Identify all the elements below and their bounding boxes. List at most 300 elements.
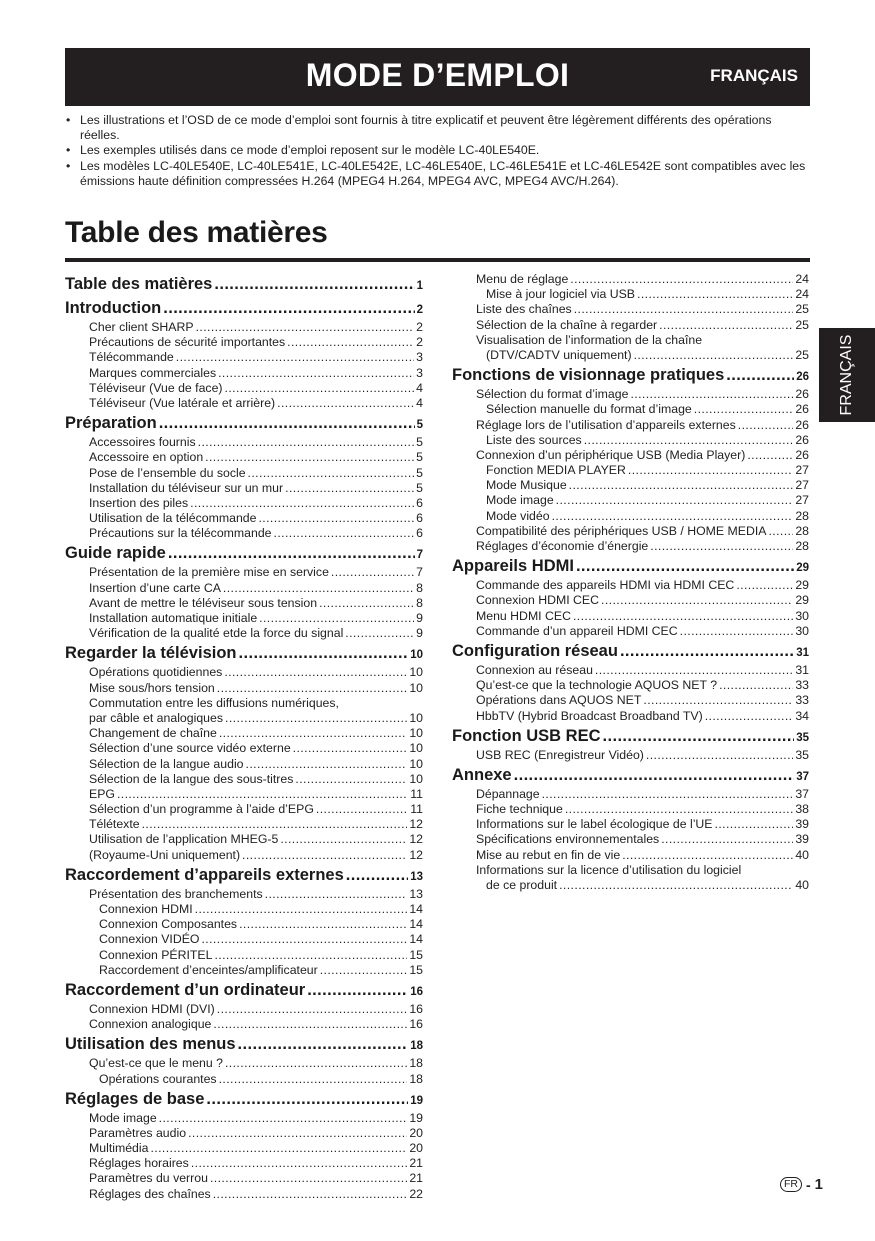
dot-leader	[620, 639, 794, 663]
toc-entry-title: Installation du téléviseur sur un mur	[89, 480, 284, 495]
toc-entry-title: Guide rapide	[65, 544, 166, 563]
toc-entry-title: Insertion d’une carte CA	[89, 580, 221, 595]
toc-section-entry	[452, 639, 809, 663]
toc-entry-title: Connexion HDMI CEC	[476, 593, 600, 608]
toc-page-number: 20	[409, 1141, 423, 1156]
toc-entry-title: Informations sur le label écologique de l’UE	[476, 817, 713, 832]
dot-leader	[168, 541, 415, 565]
toc-page-number: 33	[795, 693, 809, 708]
toc-entry	[65, 1187, 423, 1202]
toc-page-number: 26	[795, 432, 809, 447]
toc-entry-title: Sélection de la langue audio	[89, 756, 244, 771]
toc-page-number: 31	[796, 646, 809, 659]
toc-page-number: 16	[409, 1017, 423, 1032]
toc-page-number: 26	[795, 402, 809, 417]
toc-entry-title: Informations sur la licence d’utilisation du logiciel	[476, 862, 742, 877]
toc-entry	[65, 817, 423, 832]
toc-entry-title: Opérations quotidiennes	[89, 665, 223, 680]
toc-section-entry	[65, 411, 423, 435]
toc-entry	[65, 757, 423, 772]
side-tab-label: FRANÇAIS	[838, 334, 855, 416]
toc-entry-title: Connexion HDMI	[99, 902, 193, 916]
dot-leader	[726, 363, 794, 387]
toc-page-number: 21	[409, 1156, 423, 1171]
dot-leader	[637, 287, 793, 302]
dot-leader	[643, 693, 793, 708]
toc-entry-title: Commande des appareils HDMI via HDMI CEC	[476, 578, 735, 593]
toc-page-number: 39	[795, 817, 809, 832]
toc-page-number: 18	[410, 1040, 423, 1053]
dot-leader	[316, 802, 408, 817]
toc-page-number: 29	[795, 593, 809, 608]
toc-entry	[65, 1156, 423, 1171]
toc-entry-title: Changement de chaîne	[89, 726, 217, 741]
toc-page-number: 14	[409, 902, 423, 916]
toc-entry	[65, 848, 423, 863]
toc-page-number: 8	[416, 595, 423, 610]
dot-leader	[214, 948, 407, 963]
toc-entry-title: Opérations courantes	[99, 1071, 217, 1086]
dot-leader	[331, 565, 414, 580]
toc-entry-title: Utilisation de la télécommande	[89, 511, 257, 526]
toc-page-number: 14	[409, 917, 423, 932]
dot-leader	[295, 772, 407, 787]
dot-leader	[584, 433, 794, 448]
toc-entry	[65, 1056, 423, 1071]
dot-leader	[747, 448, 793, 463]
footer-separator: -	[806, 1176, 811, 1193]
toc-page-number: 27	[795, 463, 809, 478]
toc-entry	[65, 335, 423, 350]
toc-entry-title: Vérification de la qualité etde la force du signal	[89, 626, 344, 641]
toc-entry-title: Télécommande	[89, 350, 174, 365]
toc-section-entry	[452, 724, 809, 748]
toc-page-number: 10	[409, 726, 423, 741]
note-item: • Les illustrations et l’OSD de ce mode d’emploi sont fournis à titre explicatif et peuvent être légèrement différents des opérations réelles.	[65, 113, 810, 143]
toc-entry	[452, 387, 809, 402]
toc-entry	[65, 1171, 423, 1186]
toc-page-number: 4	[416, 395, 423, 410]
toc-entry-title: Accessoires fournis	[89, 435, 196, 450]
toc-page-number: 12	[409, 832, 423, 847]
toc-entry	[65, 366, 423, 381]
toc-entry	[65, 396, 423, 411]
page-number: 1	[814, 1176, 824, 1193]
dot-leader	[570, 272, 793, 287]
toc-entry-title: (Royaume-Uni uniquement)	[89, 847, 241, 862]
toc-entry-title: Visualisation de l’information de la chaîne	[476, 332, 703, 347]
toc-entry-title: Configuration réseau	[452, 641, 618, 660]
toc-entry	[65, 902, 423, 917]
toc-page-number: 4	[416, 380, 423, 395]
dot-leader	[738, 418, 794, 433]
toc-page-number: 19	[409, 1110, 423, 1125]
toc-entry	[65, 802, 423, 817]
toc-entry	[65, 381, 423, 396]
toc-entry-title: Annexe	[452, 765, 512, 784]
toc-page-number: 22	[409, 1186, 423, 1201]
toc-entry	[65, 1111, 423, 1126]
toc-page-number: 19	[410, 1094, 423, 1107]
toc-entry-title: Paramètres du verrou	[89, 1171, 208, 1186]
dot-leader	[622, 848, 793, 863]
toc-section-entry	[65, 863, 423, 887]
toc-page-number: 14	[409, 932, 423, 947]
dot-leader	[217, 1002, 408, 1017]
toc-page-number: 24	[795, 287, 809, 302]
dot-leader	[248, 466, 415, 481]
toc-page-number: 11	[410, 786, 423, 801]
toc-section-entry	[65, 1032, 423, 1056]
dot-leader	[195, 902, 408, 917]
toc-page-number: 20	[409, 1125, 423, 1140]
toc-entry-title: Réglages des chaînes	[89, 1186, 211, 1201]
toc-entry	[65, 481, 423, 496]
toc-entry-title: Paramètres audio	[89, 1125, 187, 1140]
toc-entry-title: Mode Musique	[486, 478, 567, 493]
dot-leader	[285, 481, 414, 496]
toc-entry	[65, 626, 423, 641]
toc-entry-title: Réglages horaires	[89, 1156, 189, 1171]
toc-entry	[65, 726, 423, 741]
toc-page-number: 1	[416, 280, 423, 292]
toc-entry	[452, 448, 809, 463]
toc-entry-title: Précautions de sécurité importantes	[89, 335, 286, 350]
toc-entry-title: Installation automatique initiale	[89, 611, 258, 625]
toc-entry-title: Liste des chaînes	[476, 302, 572, 317]
toc-page-number: 12	[409, 847, 423, 862]
language-side-tab	[819, 328, 875, 422]
toc-entry-title: Fiche technique	[476, 802, 563, 817]
toc-entry	[65, 320, 423, 335]
toc-page-number: 9	[416, 626, 423, 641]
toc-entry	[452, 609, 809, 624]
toc-entry-title: Connexion analogique	[89, 1017, 212, 1032]
toc-entry	[65, 1072, 423, 1087]
toc-entry-title: Liste des sources	[486, 432, 582, 447]
toc-entry	[452, 863, 809, 878]
dot-leader	[630, 387, 793, 402]
toc-section-entry	[452, 763, 809, 787]
dot-leader	[238, 1032, 409, 1056]
toc-entry-title: Connexion Composantes	[99, 917, 238, 932]
toc-entry-title: Commutation entre les diffusions numériques,	[89, 695, 339, 710]
toc-entry	[452, 802, 809, 817]
toc-entry	[452, 333, 809, 348]
toc-page-number: 18	[409, 1071, 423, 1086]
dot-leader	[201, 932, 407, 947]
toc-entry	[65, 711, 423, 726]
dot-leader	[159, 1111, 408, 1126]
toc-page-number: 12	[409, 817, 423, 832]
dot-leader	[223, 581, 414, 596]
toc-page-number: 26	[795, 387, 809, 402]
title-banner	[65, 48, 810, 106]
dot-leader	[217, 681, 408, 696]
dot-leader	[320, 963, 408, 978]
dot-leader	[287, 335, 414, 350]
dot-leader	[628, 463, 793, 478]
toc-page-number: 5	[416, 480, 423, 495]
dot-leader	[569, 478, 794, 493]
toc-page-number: 40	[795, 878, 809, 892]
toc-entry	[65, 466, 423, 481]
toc-section-entry	[65, 541, 423, 565]
toc-page-number: 8	[416, 580, 423, 595]
dot-leader	[595, 663, 793, 678]
manual-title: MODE D’EMPLOI	[305, 57, 570, 93]
toc-entry-title: Précautions sur la télécommande	[89, 526, 272, 541]
toc-page-number: 5	[416, 450, 423, 465]
toc-entry-title: Sélection de la chaîne à regarder	[476, 317, 658, 332]
dot-leader	[265, 887, 408, 902]
toc-entry-title: Connexion d’un périphérique USB (Media Player)	[476, 447, 746, 462]
dot-leader	[650, 539, 793, 554]
toc-entry-title: HbbTV (Hybrid Broadcast Broadband TV)	[476, 708, 703, 723]
toc-entry	[65, 948, 423, 963]
dot-leader	[719, 678, 793, 693]
toc-entry-title: Utilisation des menus	[65, 1035, 236, 1054]
toc-entry	[65, 496, 423, 511]
toc-entry	[65, 1126, 423, 1141]
dot-leader	[196, 320, 415, 335]
toc-page-number: 30	[795, 608, 809, 623]
toc-page-number: 40	[795, 847, 809, 862]
toc-page-number: 18	[409, 1056, 423, 1071]
toc-entry	[452, 302, 809, 317]
dot-leader	[213, 1017, 407, 1032]
toc-entry	[452, 478, 809, 493]
dot-leader	[646, 748, 793, 763]
toc-entry-title: Connexion au réseau	[476, 662, 593, 677]
toc-entry-title: Spécifications environnementales	[476, 832, 660, 847]
toc-entry-title: Sélection du format d’image	[476, 387, 629, 402]
toc-page-number: 2	[416, 304, 423, 316]
dot-leader	[206, 1087, 408, 1111]
toc-entry	[452, 748, 809, 763]
toc-page-number: 2	[416, 320, 423, 334]
toc-entry-title: de ce produit	[486, 878, 558, 892]
dot-leader	[239, 917, 407, 932]
toc-page-number: 5	[416, 465, 423, 480]
toc-page-number: 29	[796, 562, 809, 575]
toc-entry-title: Mise sous/hors tension	[89, 680, 215, 695]
toc-page-number: 6	[416, 511, 423, 526]
dot-leader	[345, 626, 414, 641]
toc-entry-title: Insertion des piles	[89, 495, 189, 510]
toc-page-number: 10	[409, 665, 423, 680]
toc-entry	[65, 772, 423, 787]
toc-page-number: 9	[416, 611, 423, 625]
toc-entry	[452, 402, 809, 417]
toc-page-number: 3	[416, 365, 423, 380]
toc-entry	[65, 565, 423, 580]
toc-entry-title: Dépannage	[476, 786, 540, 801]
toc-entry-title: Raccordement d’appareils externes	[65, 865, 344, 884]
dot-leader	[694, 402, 794, 417]
toc-column-right	[452, 272, 809, 893]
toc-page-number: 10	[409, 680, 423, 695]
toc-page-number: 6	[416, 526, 423, 541]
dot-leader	[163, 296, 414, 320]
toc-page-number: 2	[416, 335, 423, 350]
toc-entry-title: Présentation des branchements	[89, 886, 263, 901]
toc-section-entry	[65, 272, 423, 296]
dot-leader	[601, 593, 793, 608]
toc-entry-title: Regarder la télévision	[65, 644, 237, 663]
toc-section-entry	[452, 363, 809, 387]
toc-entry-title: Cher client SHARP	[89, 320, 194, 334]
toc-entry-title: Appareils HDMI	[452, 557, 574, 576]
toc-page-number: 37	[796, 770, 809, 783]
page-footer	[780, 1176, 823, 1193]
dot-leader	[542, 787, 794, 802]
dot-leader	[565, 802, 793, 817]
toc-page-number: 28	[795, 523, 809, 538]
toc-entry	[65, 511, 423, 526]
toc-entry-title: Préparation	[65, 414, 157, 433]
toc-entry	[452, 678, 809, 693]
toc-page-number: 30	[795, 623, 809, 638]
dot-leader	[258, 511, 414, 526]
toc-page-number: 37	[795, 786, 809, 801]
dot-leader	[242, 848, 407, 863]
toc-entry-title: EPG	[89, 786, 115, 801]
dot-leader	[603, 724, 795, 748]
toc-entry	[65, 741, 423, 756]
toc-entry-title: Présentation de la première mise en service	[89, 565, 329, 580]
toc-entry	[452, 787, 809, 802]
toc-entry	[452, 624, 809, 639]
toc-entry-title: Introduction	[65, 299, 162, 317]
dot-leader	[576, 554, 794, 578]
toc-page-number: 28	[795, 508, 809, 523]
toc-entry-title: Sélection de la langue des sous-titres	[89, 771, 294, 786]
toc-entry	[65, 681, 423, 696]
dot-leader	[117, 787, 408, 802]
toc-entry	[452, 878, 809, 893]
toc-page-number: 24	[795, 272, 809, 286]
toc-page-number: 26	[795, 417, 809, 432]
toc-entry-title: Fonction USB REC	[452, 726, 601, 745]
toc-entry	[452, 463, 809, 478]
toc-entry-title: Sélection d’un programme à l’aide d’EPG	[89, 802, 314, 817]
dot-leader	[218, 366, 414, 381]
dot-leader	[198, 435, 415, 450]
dot-leader	[346, 863, 408, 887]
toc-section-entry	[452, 554, 809, 578]
dot-leader	[552, 509, 794, 524]
dot-leader	[293, 741, 408, 756]
dot-leader	[659, 318, 793, 333]
toc-page-number: 31	[795, 662, 809, 677]
toc-entry	[452, 663, 809, 678]
dot-leader	[559, 878, 793, 893]
toc-page-number: 16	[409, 1001, 423, 1016]
toc-page-number: 25	[795, 317, 809, 332]
toc-entry	[65, 1002, 423, 1017]
dot-leader	[150, 1141, 407, 1156]
toc-entry-title: (DTV/CADTV uniquement)	[486, 347, 632, 362]
toc-entry-title: Réglage lors de l’utilisation d’appareils externes	[476, 417, 736, 432]
toc-page-number: 27	[795, 493, 809, 508]
toc-page-number: 7	[416, 549, 423, 562]
dot-leader	[280, 832, 407, 847]
toc-entry	[65, 787, 423, 802]
toc-page-number: 34	[795, 708, 809, 723]
toc-page-number: 21	[409, 1171, 423, 1186]
toc-entry-title: Télétexte	[89, 817, 140, 832]
toc-entry	[452, 433, 809, 448]
toc-page-number: 10	[409, 741, 423, 756]
toc-entry	[452, 817, 809, 832]
toc-entry	[452, 418, 809, 433]
toc-page-number: 38	[795, 802, 809, 817]
toc-entry-title: Marques commerciales	[89, 365, 217, 380]
toc-entry-title: Connexion VIDÉO	[99, 932, 200, 947]
toc-page-number: 6	[416, 495, 423, 510]
toc-entry-title: Sélection manuelle du format d’image	[486, 402, 692, 417]
toc-entry	[65, 435, 423, 450]
toc-entry-title: Table des matières	[65, 275, 213, 293]
dot-leader	[213, 1187, 408, 1202]
dot-leader	[219, 1072, 408, 1087]
dot-leader	[680, 624, 794, 639]
toc-page-number: 5	[416, 419, 423, 432]
toc-entry	[452, 318, 809, 333]
note-item: • Les modèles LC-40LE540E, LC-40LE541E, LC-40LE542E, LC-46LE540E, LC-46LE541E et LC-46LE542E sont compatibles avec les émissions haute définition compressées H.264 (MPEG4 H.264, MPEG4 AVC, MPEG4 AVC/H.264).	[65, 159, 810, 189]
toc-entry	[65, 832, 423, 847]
toc-page-number: 16	[410, 985, 423, 998]
toc-entry-title: Réglages d’économie d’énergie	[476, 539, 649, 553]
dot-leader	[188, 1126, 407, 1141]
toc-page-number: 11	[410, 802, 423, 817]
dot-leader	[319, 596, 414, 611]
toc-entry	[65, 526, 423, 541]
toc-section-entry	[65, 978, 423, 1002]
dot-leader	[634, 348, 794, 363]
toc-entry	[452, 539, 809, 554]
toc-entry	[65, 887, 423, 902]
toc-section-entry	[65, 641, 423, 665]
note-item: • Les exemples utilisés dans ce mode d’emploi reposent sur le modèle LC-40LE540E.	[65, 143, 810, 158]
dot-leader	[246, 757, 408, 772]
toc-page-number: 10	[409, 710, 423, 725]
toc-page-number: 13	[409, 886, 423, 901]
toc-page-number: 10	[409, 756, 423, 771]
dot-leader	[142, 817, 408, 832]
toc-entry-title: Raccordement d’un ordinateur	[65, 980, 306, 999]
dot-leader	[705, 709, 794, 724]
toc-page-number: 15	[409, 962, 423, 977]
toc-entry-title: USB REC (Enregistreur Vidéo)	[476, 747, 644, 762]
dot-leader	[214, 272, 414, 296]
toc-entry-title: Avant de mettre le téléviseur sous tension	[89, 595, 318, 610]
dot-leader	[225, 381, 415, 396]
toc-entry-title: Pose de l’ensemble du socle	[89, 465, 246, 480]
dot-leader	[259, 611, 414, 626]
language-code-badge: FR	[780, 1177, 802, 1192]
heading-divider	[65, 258, 810, 262]
toc-entry	[65, 350, 423, 365]
toc-entry-title: Fonctions de visionnage pratiques	[452, 366, 725, 385]
dot-leader	[191, 1156, 408, 1171]
toc-page-number: 35	[796, 731, 809, 744]
toc-entry-title: Menu de réglage	[476, 272, 569, 286]
toc-page-number: 35	[795, 747, 809, 762]
toc-heading: Table des matières	[65, 216, 328, 249]
dot-leader	[307, 978, 408, 1002]
